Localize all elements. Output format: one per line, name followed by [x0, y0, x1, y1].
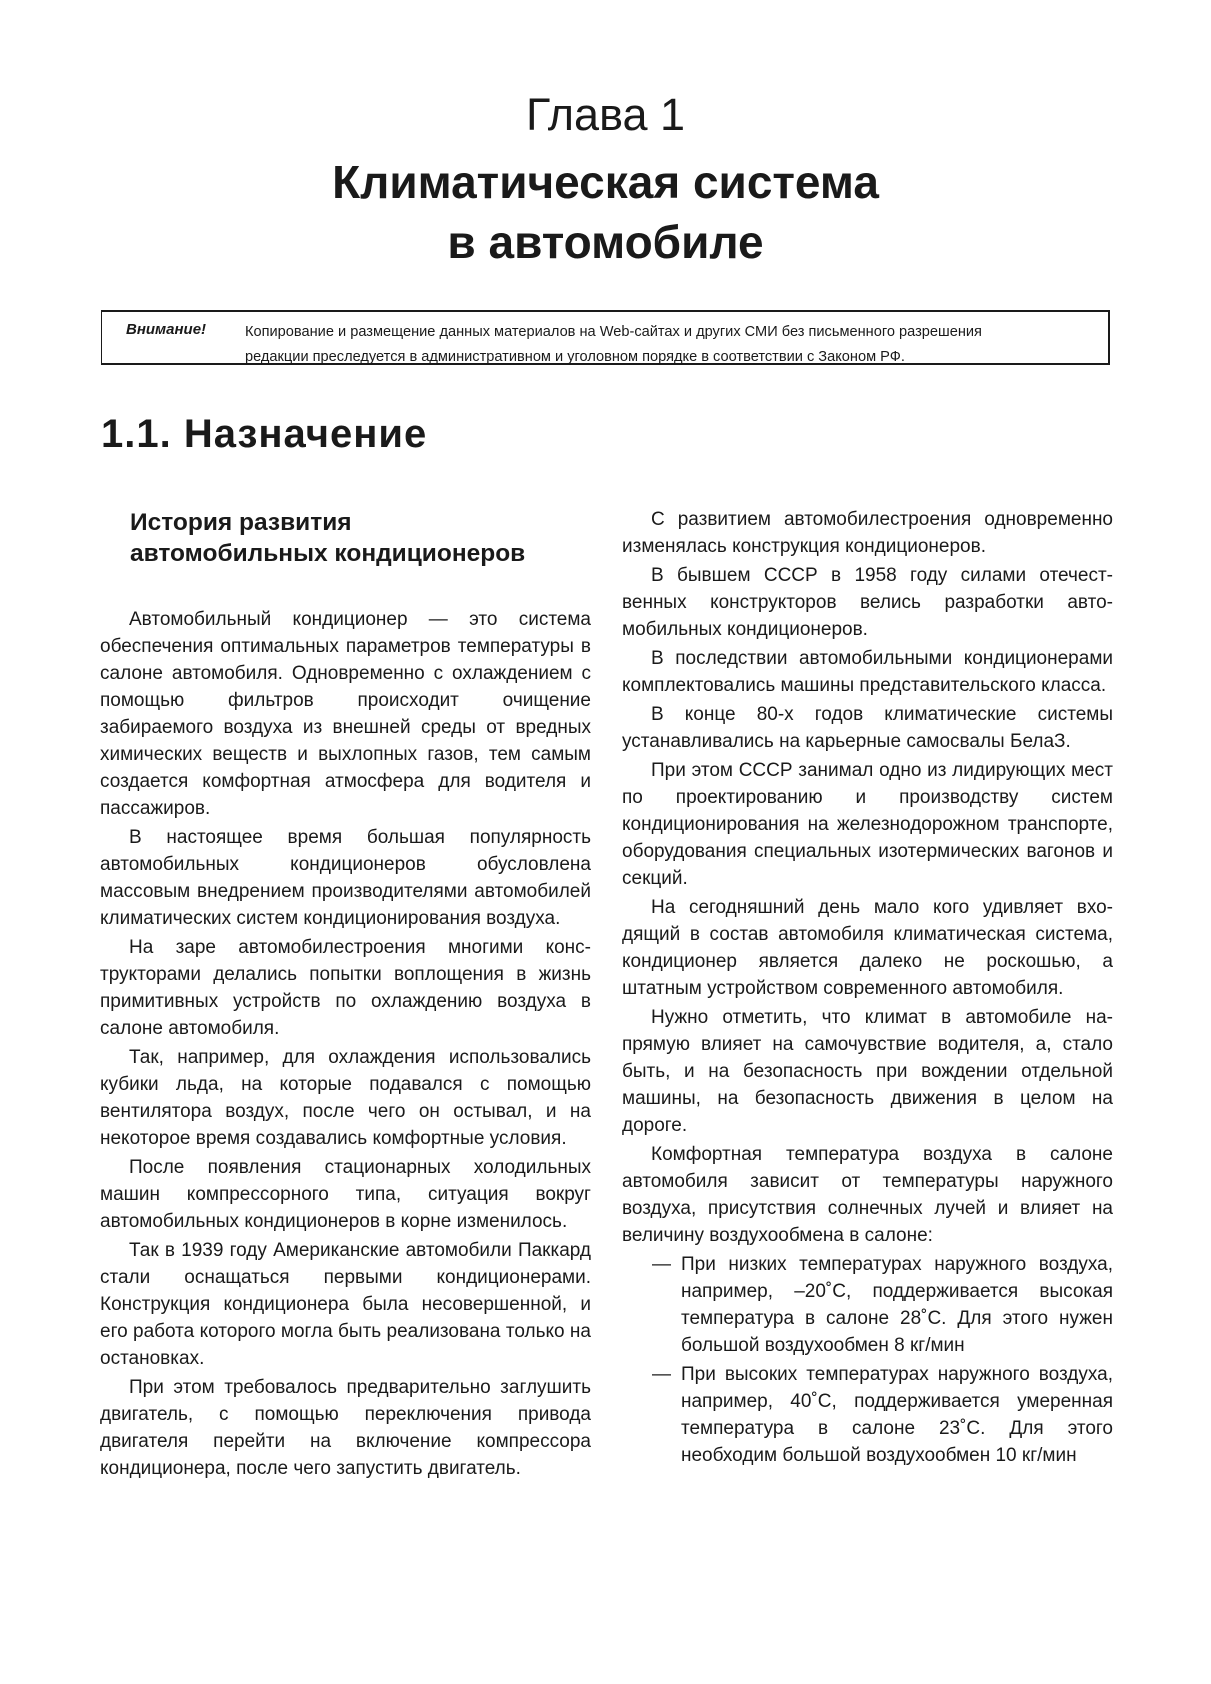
conditions-list — [622, 1251, 1113, 1469]
list-dash: — — [652, 1254, 671, 1275]
paragraph: Так в 1939 году Американские автомобили Паккард стали оснащаться первыми кондиционерами. Конструкция кондиционера была несовершенной, и его работа которого могла быть реализована только на остановках. — [100, 1240, 591, 1369]
right-column — [622, 506, 1113, 1471]
list-item — [622, 1251, 1113, 1359]
notice-text — [245, 320, 1095, 370]
paragraph: После появления стационарных холодильных машин компрессорного типа, ситуация вокруг автомобильных кондиционеров в корне изменилось. — [100, 1157, 591, 1232]
paragraph: При этом СССР занимал одно из лидирующих мест по проектированию и производству систем кондиционирования на железнодорожном транспорте, оборудования специальных изотермических вагонов и секций. — [622, 760, 1113, 889]
paragraph: Автомобильный кондиционер — это система обеспечения оптимальных параметров температуры в салоне автомобиля. Одновременно с охлаждением с помощью фильтров происходит очищение забираемого воздуха из внешней среды от вредных химических веществ и выхлопных газов, тем самым создается комфортная атмосфера для водителя и пассажиров. — [100, 609, 591, 819]
list-dash: — — [652, 1364, 671, 1385]
subsection-title-line2: автомобильных кондиционеров — [130, 540, 526, 567]
chapter-title-line1: Климатическая система — [332, 156, 879, 208]
notice-label: Внимание! — [126, 321, 207, 338]
notice-line2: редакции преследуется в административном и уголовном порядке в соответствии с Законом РФ. — [245, 349, 905, 365]
copyright-notice — [101, 310, 1110, 365]
paragraph: Комфортная температура воздуха в салоне автомобиля зависит от температуры наружного воздуха, присутствия солнечных лучей и влияет на величину воздухообмена в салоне: — [622, 1144, 1113, 1246]
paragraph: На сегодняшний день мало кого удивляет входящий в состав автомобиля климатическая система, кондиционер является далеко не роскошью, а штатным устройством современного автомобиля. — [622, 897, 1113, 999]
chapter-label: Глава 1 — [525, 89, 686, 140]
paragraph: Нужно отметить, что климат в автомобиле напрямую влияет на самочувствие водителя, а, стало быть, и на безопасность при вождении отдельной машины, на безопасность движения в целом на дороге. — [622, 1007, 1113, 1136]
paragraph: На заре автомобилестроения многими конструкторами делались попытки воплощения в жизнь примитивных устройств по охлаждению воздуха в салоне автомобиля. — [100, 937, 591, 1039]
list-item-text: При низких температурах наружного воздуха, например, –20˚С, поддерживается высокая температура в салоне 28˚С. Для этого нужен большой воздухообмен 8 кг/мин — [681, 1254, 1113, 1356]
paragraph: В последствии автомобильными кондиционерами комплектовались машины представительского класса. — [622, 648, 1113, 696]
left-column — [100, 606, 591, 1484]
subsection-title-line1: История развития — [130, 509, 352, 536]
section-title: 1.1. Назначение — [101, 412, 428, 456]
paragraph: В конце 80-х годов климатические системы устанавливались на карьерные самосвалы БелаЗ. — [622, 704, 1113, 752]
list-item — [622, 1361, 1113, 1469]
chapter-title-line2: в автомобиле — [447, 216, 764, 268]
paragraph: С развитием автомобилестроения одновременно изменялась конструкция кондиционеров. — [622, 509, 1113, 557]
chapter-title — [0, 152, 1211, 272]
paragraph: При этом требовалось предварительно заглушить двигатель, с помощью переключения привода двигателя перейти на включение компрессора кондиционера, после чего запустить двигатель. — [100, 1377, 591, 1479]
paragraph: В бывшем СССР в 1958 году силами отечественных конструкторов велись разработки автомобильных кондиционеров. — [622, 565, 1113, 640]
list-item-text: При высоких температурах наружного воздуха, например, 40˚С, поддерживается умеренная температура в салоне 23˚С. Для этого необходим большой воздухообмен 10 кг/мин — [681, 1364, 1113, 1466]
paragraph: В настоящее время большая популярность автомобильных кондиционеров обусловлена массовым внедрением производителями автомобилей климатических систем кондиционирования воздуха. — [100, 827, 591, 929]
notice-line1: Копирование и размещение данных материалов на Web-сайтах и других СМИ без письменного разрешения — [245, 324, 982, 340]
subsection-title — [130, 507, 600, 569]
paragraph: Так, например, для охлаждения использовались кубики льда, на которые подавался с помощью вентилятора воздух, после чего он остывал, и на некоторое время создавались комфортные условия. — [100, 1047, 591, 1149]
